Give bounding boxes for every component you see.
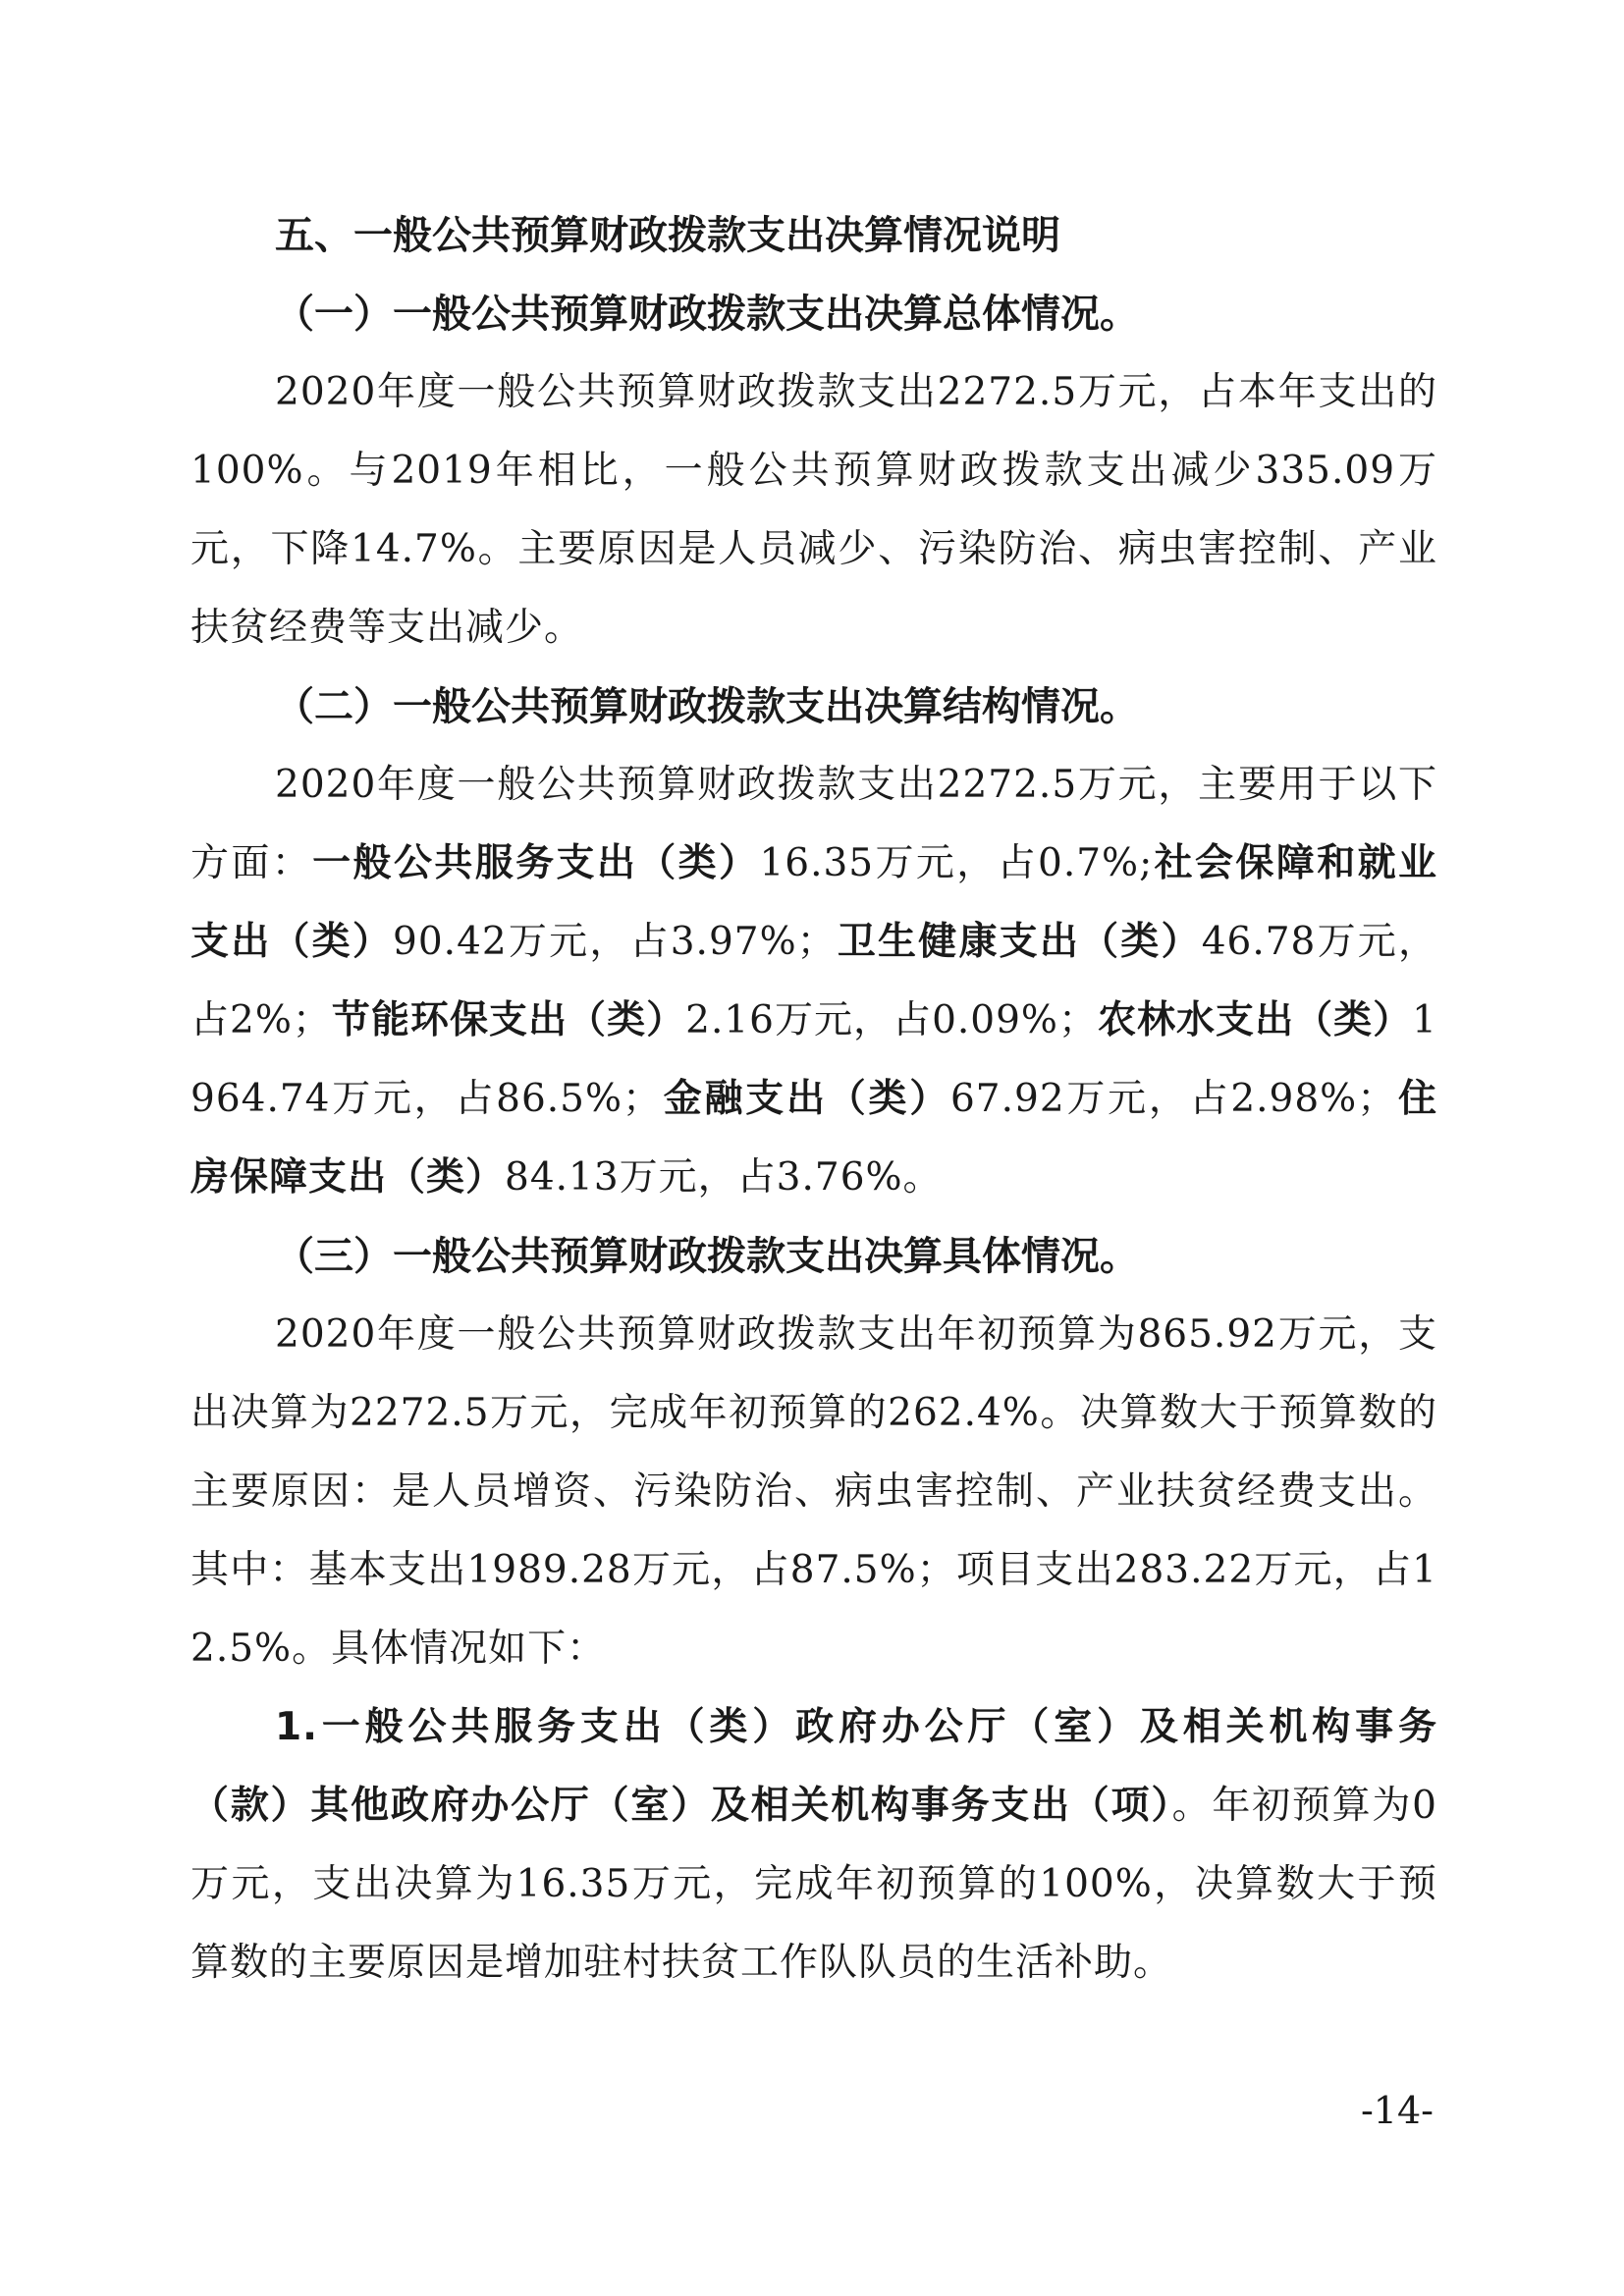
item-value: 84.13万元，占3.76%。 [505,1155,943,1200]
paragraph-item-1 [190,1688,1437,2002]
item-label: 金融支出（类） [662,1077,950,1121]
structure-intro: 2020年度一般公共预算财政拨款支出2272.5万元，主要用于以下方面： [190,763,1437,885]
paragraph-structure [190,746,1437,1217]
item-value: 67.92万元，占2.98%； [949,1077,1397,1121]
item1-label: 1.一般公共服务支出（类）政府办公厅（室）及相关机构事务（款）其他政府办公厅（室）及相关机构事务支出（项） [190,1705,1437,1828]
item-value: 46.78万元，占2%； [190,920,1437,1042]
item-label: 农林水支出（类） [1097,998,1413,1042]
subsection-title-1: （一）一般公共预算财政拨款支出决算总体情况。 [275,292,1139,337]
item-value: 90.42万元，占3.97%； [393,920,837,964]
item-label: 卫生健康支出（类） [836,920,1202,964]
paragraph-overall: 2020年度一般公共预算财政拨款支出2272.5万元，占本年支出的100%。与2019年相比，一般公共预算财政拨款支出减少335.09万元，下降14.7%。主要原因是人员减少、污染防治、病虫害控制、产业扶贫经费等支出减少。 [190,370,1437,650]
item-label: 住房保障支出（类） [190,1077,1437,1200]
item-value: 2.16万元，占0.09%； [685,998,1098,1042]
item1-text: 。年初预算为0万元，支出决算为16.35万元，完成年初预算的100%，决算数大于预算数的主要原因是增加驻村扶贫工作队队员的生活补助。 [190,1784,1437,1985]
subsection-title-3: （三）一般公共预算财政拨款支出决算具体情况。 [275,1234,1139,1279]
item-label: 一般公共服务支出（类） [312,841,760,885]
section-title: 五、一般公共预算财政拨款支出决算情况说明 [275,213,1060,258]
paragraph-detail: 2020年度一般公共预算财政拨款支出年初预算为865.92万元，支出决算为2272.5万元，完成年初预算的262.4%。决算数大于预算数的主要原因：是人员增资、污染防治、病虫害控制、产业扶贫经费支出。其中：基本支出1989.28万元，占87.5%；项目支出283.22万元，占12.5%。具体情况如下： [190,1312,1437,1671]
item-value: 1964.74万元，占86.5%； [190,998,1437,1121]
page-number: -14- [1360,2089,1434,2132]
item-label: 节能环保支出（类） [331,998,686,1042]
item-label: 社会保障和就业支出（类） [190,841,1437,964]
subsection-title-2: （二）一般公共预算财政拨款支出决算结构情况。 [275,684,1139,729]
document-body [190,196,1437,2002]
item-value: 16.35万元，占0.7%; [759,841,1154,885]
